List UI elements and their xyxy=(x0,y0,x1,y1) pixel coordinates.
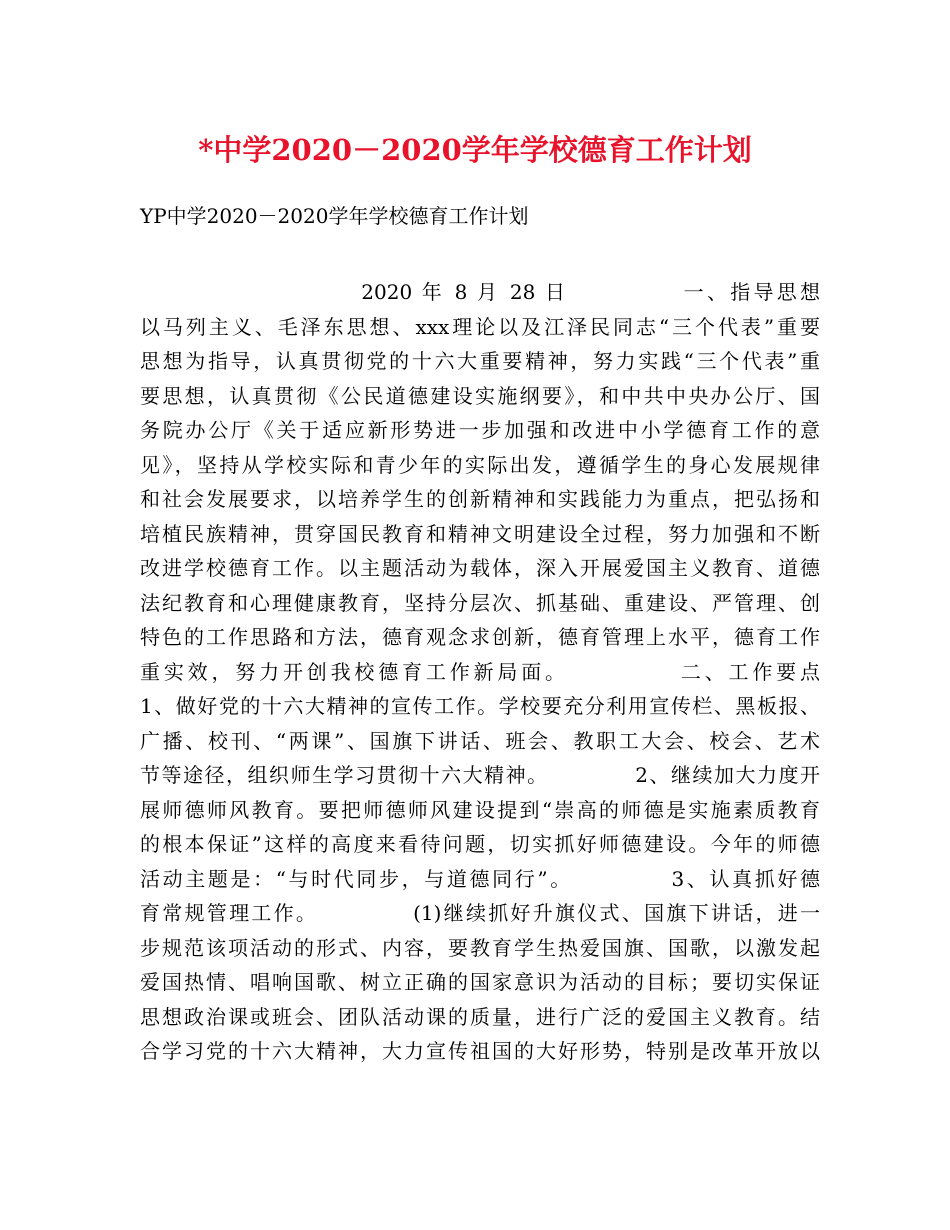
body-line: 的根本保证”这样的高度来看待问题，切实抓好师德建设。今年的师德 xyxy=(140,832,820,856)
body-line: 见》，坚持从学校实际和青少年的实际出发，遵循学生的身心发展规律 xyxy=(140,452,820,477)
body-line: 育常规管理工作。 (1)继续抓好升旗仪式、国旗下讲话，进一 xyxy=(140,901,820,925)
body-line: 培植民族精神，贯穿国民教育和精神文明建设全过程，努力加强和不断 xyxy=(140,521,820,546)
body-line: 合学习党的十六大精神，大力宣传祖国的大好形势，特别是改革开放以 xyxy=(140,1039,820,1063)
document-subtitle: YP中学2020－2020学年学校德育工作计划 xyxy=(140,204,529,228)
body-line: 1、做好党的十六大精神的宣传工作。学校要充分利用宣传栏、黑板报、 xyxy=(140,694,820,718)
body-line: 节等途径，组织师生学习贯彻十六大精神。 2、继续加大力度开 xyxy=(140,763,820,787)
body-line: 活动主题是：“与时代同步，与道德同行”。 3、认真抓好德 xyxy=(140,866,820,891)
body-line: 思想政治课或班会、团队活动课的质量，进行广泛的爱国主义教育。结 xyxy=(140,1004,820,1029)
body-line: 以马列主义、毛泽东思想、xxx理论以及江泽民同志“三个代表”重要 xyxy=(140,314,820,339)
body-line: 广播、校刊、“两课”、国旗下讲话、班会、教职工大会、校会、艺术 xyxy=(140,728,820,753)
body-line: 2020 年 8 月 28 日 一、指导思想 xyxy=(140,280,820,304)
body-line: 思想为指导，认真贯彻党的十六大重要精神，努力实践“三个代表”重 xyxy=(140,349,820,373)
body-line: 步规范该项活动的形式、内容，要教育学生热爱国旗、国歌，以激发起 xyxy=(140,935,820,960)
document-body xyxy=(140,275,820,1069)
body-line: 特色的工作思路和方法，德育观念求创新，德育管理上水平，德育工作 xyxy=(140,625,820,649)
body-line: 要思想，认真贯彻《公民道德建设实施纲要》，和中共中央办公厅、国 xyxy=(140,383,820,408)
body-line: 改进学校德育工作。以主题活动为载体，深入开展爱国主义教育、道德 xyxy=(140,556,820,580)
body-line: 展师德师风教育。要把师德师风建设提到“崇高的师德是实施素质教育 xyxy=(140,797,820,822)
body-line: 务院办公厅《关于适应新形势进一步加强和改进中小学德育工作的意 xyxy=(140,418,820,442)
body-line: 爱国热情、唱响国歌、树立正确的国家意识为活动的目标；要切实保证 xyxy=(140,970,820,994)
body-line: 和社会发展要求，以培养学生的创新精神和实践能力为重点，把弘扬和 xyxy=(140,487,820,511)
document-title: *中学2020－2020学年学校德育工作计划 xyxy=(198,133,752,167)
body-line: 重实效，努力开创我校德育工作新局面。 二、工作要点 xyxy=(140,659,820,684)
body-line: 法纪教育和心理健康教育，坚持分层次、抓基础、重建设、严管理、创 xyxy=(140,590,820,615)
